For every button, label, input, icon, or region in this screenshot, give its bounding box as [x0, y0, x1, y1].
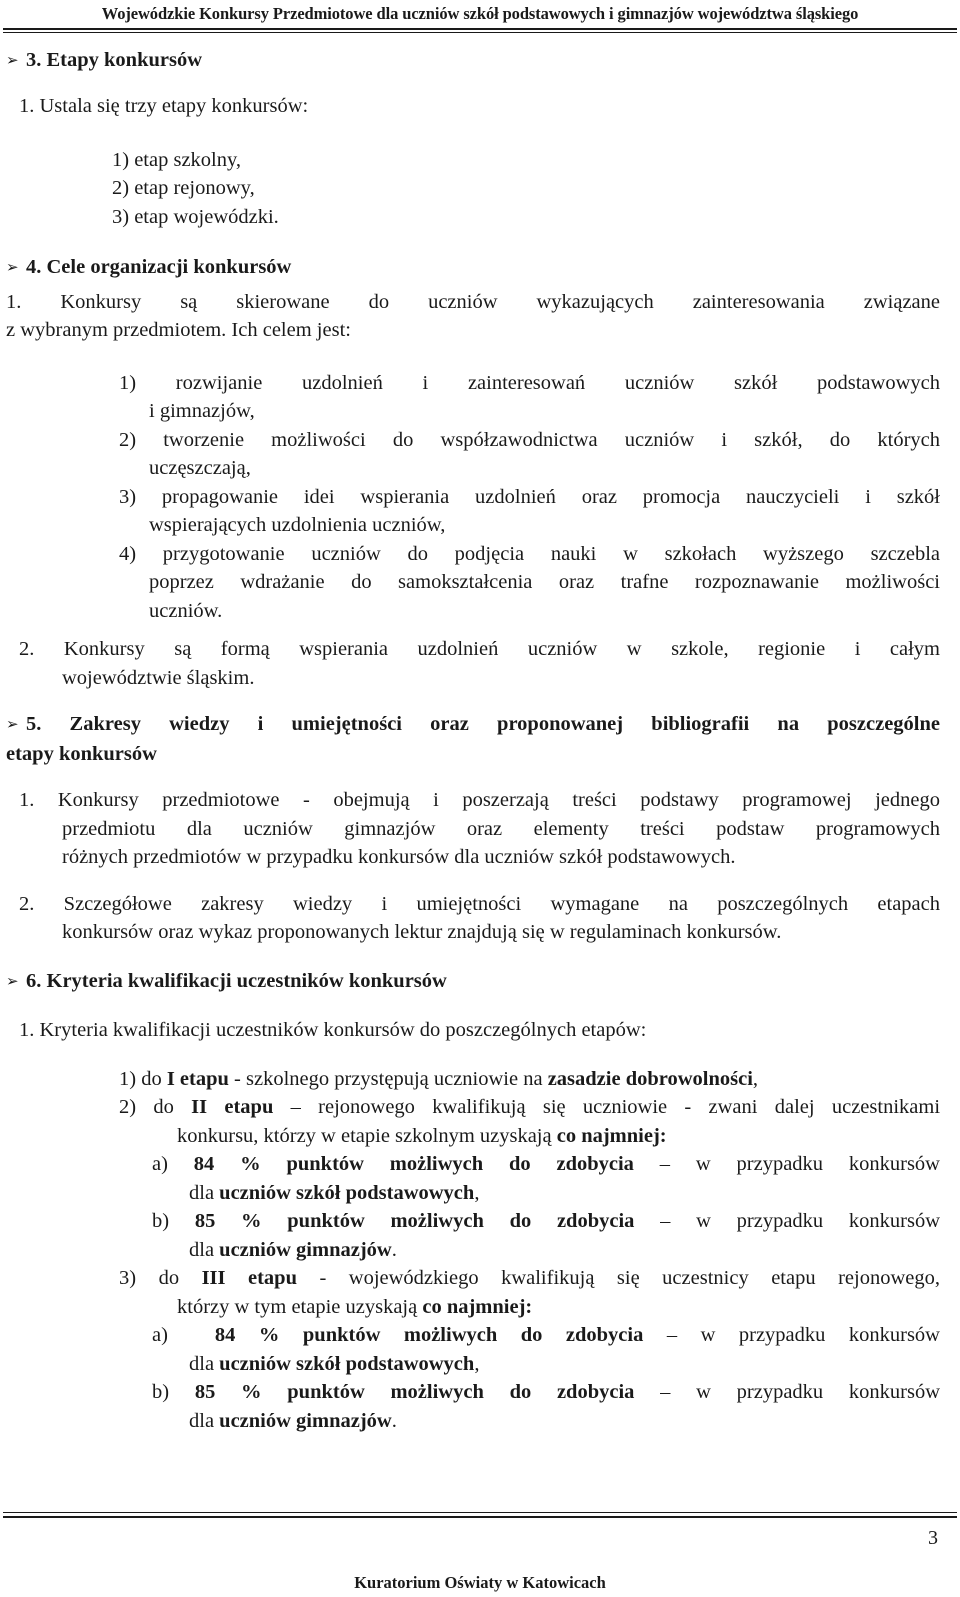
s3-list-item: 1) etap szkolny, — [112, 148, 242, 171]
s6-paragraph-1: 1. Kryteria kwalifikacji uczestników konkursów do poszczególnych etapów: — [19, 1019, 647, 1041]
stage-name: II etapu — [191, 1096, 274, 1118]
s4-list-item-1: 1) rozwijanie uzdolnień i zainteresowań uczniów szkół podstawowych — [119, 371, 940, 394]
double-arrow-icon: ➢ — [6, 260, 19, 276]
s4-list-item-3-cont: wspierających uzdolnienia uczniów, — [149, 514, 446, 536]
s4-list-item-2-cont: uczęszczają, — [149, 457, 251, 479]
s3-list-item: 2) etap rejonowy, — [112, 177, 255, 199]
s6-stage-3-criterion-a-cont: dla uczniów szkół podstawowych, — [189, 1352, 480, 1375]
header-rule-thick — [3, 28, 957, 30]
section-4-heading — [6, 253, 940, 283]
s6-stage-3: 3) do III etapu - wojewódzkiego kwalifikują się uczestnicy etapu rejonowego, — [119, 1267, 940, 1289]
s3-paragraph-1: 1. Ustala się trzy etapy konkursów: — [19, 95, 309, 117]
s6-stage-2: 2) do II etapu – rejonowego kwalifikują się uczniowie - zwani dalej uczestnikami — [119, 1096, 941, 1118]
s6-stage-2-criterion-b: b) 85 % punktów możliwych do zdobycia – w przypadku konkursów — [152, 1210, 941, 1232]
double-arrow-icon: ➢ — [6, 973, 19, 990]
s5-paragraph-1-line: różnych przedmiotów w przypadku konkursów dla uczniów szkół podstawowych. — [62, 846, 736, 868]
s4-list-item-2: 2) tworzenie możliwości do współzawodnictwa uczniów i szkół, do których — [119, 428, 940, 451]
s5-paragraph-1-line: 1. Konkursy przedmiotowe - obejmują i poszerzają treści podstawy programowej jednego — [19, 789, 940, 811]
document-body — [6, 46, 940, 1435]
s5-paragraph-2-line: konkursów oraz wykaz proponowanych lektur znajdują się w regulaminach konkursów. — [62, 921, 782, 943]
section-3-heading — [6, 46, 940, 74]
s4-paragraph-1-line: 1. Konkursy są skierowane do uczniów wykazujących zainteresowania związane — [6, 290, 940, 313]
s6-stage-3-cont: którzy w tym etapie uzyskają co najmniej: — [177, 1295, 533, 1318]
section-6-title: 6. Kryteria kwalifikacji uczestników konkursów — [26, 969, 447, 992]
double-arrow-icon: ➢ — [6, 53, 19, 69]
s6-stage-2-criterion-a-cont: dla uczniów szkół podstawowych, — [189, 1181, 480, 1204]
s6-stage-2-cont: konkursu, którzy w etapie szkolnym uzyskają co najmniej: — [177, 1124, 667, 1147]
footer-institution: Kuratorium Oświaty w Katowicach — [354, 1573, 606, 1592]
s4-paragraph-2-line: województwie śląskim. — [62, 666, 255, 689]
double-arrow-icon: ➢ — [6, 717, 19, 733]
header-rule-thin — [3, 32, 957, 33]
section-5-title-cont: etapy konkursów — [6, 742, 157, 765]
s4-list-item-3: 3) propagowanie idei wspierania uzdolnień oraz promocja nauczycieli i szkół — [119, 485, 940, 508]
s4-list-item-4: 4) przygotowanie uczniów do podjęcia nauki w szkołach wyższego szczebla — [119, 542, 940, 565]
s6-stage-3-criterion-b: b) 85 % punktów możliwych do zdobycia – w przypadku konkursów — [152, 1381, 941, 1403]
page-footer — [0, 1512, 960, 1597]
s6-stage-3-criterion-b-cont: dla uczniów gimnazjów. — [189, 1409, 397, 1432]
s6-stage-3-criterion-a: a) 84 % punktów możliwych do zdobycia – w przypadku konkursów — [152, 1324, 940, 1346]
stage-name: III etapu — [201, 1267, 297, 1289]
s5-paragraph-1-line: przedmiotu dla uczniów gimnazjów oraz elementy treści podstaw programowych — [62, 817, 940, 840]
s4-paragraph-2-line: 2. Konkursy są formą wspierania uzdolnień uczniów w szkole, regionie i całym — [19, 638, 940, 660]
section-5-title: 5. Zakresy wiedzy i umiejętności oraz proponowanej bibliografii na poszczególne — [26, 713, 940, 735]
s4-list-item-1-cont: i gimnazjów, — [149, 400, 255, 422]
s6-stage-2-criterion-a: a) 84 % punktów możliwych do zdobycia – w przypadku konkursów — [152, 1153, 940, 1175]
footer-rule-thick — [3, 1516, 957, 1518]
stage-basis: zasadzie dobrowolności — [547, 1067, 753, 1090]
stage-name: I etapu — [166, 1067, 229, 1090]
footer-rule-thin — [3, 1512, 957, 1513]
header-title: Wojewódzkie Konkursy Przedmiotowe dla uczniów szkół podstawowych i gimnazjów województwa śląskiego — [101, 4, 859, 23]
s6-stage-2-criterion-b-cont: dla uczniów gimnazjów. — [189, 1238, 397, 1261]
s4-paragraph-1-line: z wybranym przedmiotem. Ich celem jest: — [6, 319, 351, 341]
s3-list-item: 3) etap wojewódzki. — [112, 205, 279, 228]
s5-paragraph-2-line: 2. Szczegółowe zakresy wiedzy i umiejętności wymagane na poszczególnych etapach — [19, 892, 940, 915]
section-5-heading — [6, 710, 940, 740]
section-3-title: 3. Etapy konkursów — [26, 49, 203, 71]
s4-list-item-4-cont: poprzez wdrażanie do samokształcenia oraz trafne rozpoznawanie możliwości — [149, 571, 940, 593]
s6-stage-1: 1) do I etapu - szkolnego przystępują uczniowie na zasadzie dobrowolności, — [119, 1067, 759, 1090]
page-header — [0, 0, 960, 34]
page-number: 3 — [928, 1527, 938, 1549]
s4-list-item-4-cont: uczniów. — [149, 599, 223, 622]
section-6-heading — [6, 967, 940, 997]
section-4-title: 4. Cele organizacji konkursów — [26, 256, 292, 278]
